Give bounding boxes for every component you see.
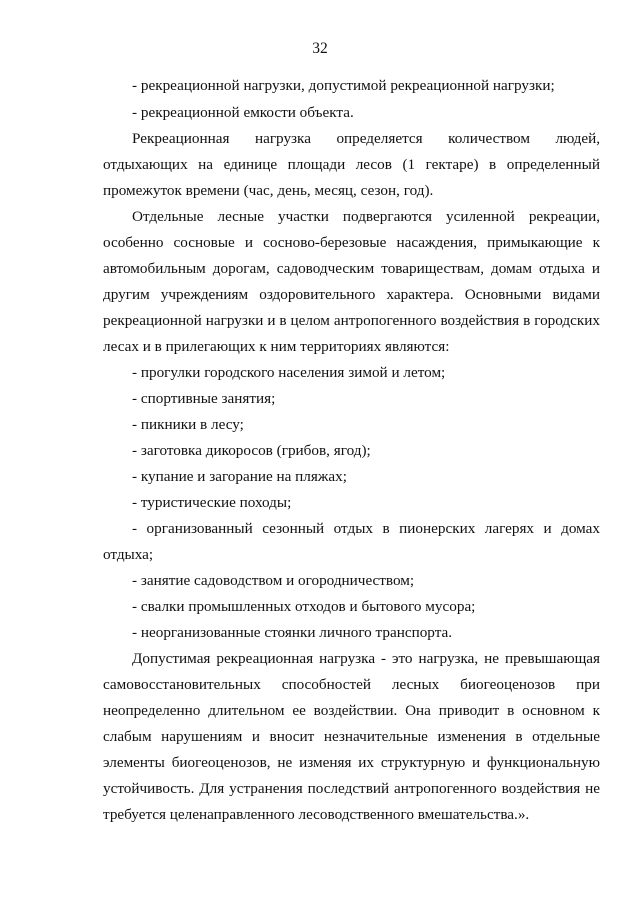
page-number: 32 — [312, 40, 328, 57]
list-item: - купание и загорание на пляжах; — [132, 468, 347, 485]
list-item: - прогулки городского населения зимой и летом; — [132, 364, 446, 381]
text-line: - рекреационной емкости объекта. — [132, 104, 354, 121]
text-line: лесах и в прилегающих к ним территориях являются: — [103, 338, 450, 355]
list-item: - свалки промышленных отходов и бытового мусора; — [132, 598, 476, 615]
text-line: Допустимая рекреационная нагрузка - это нагрузка, не превышающая — [132, 650, 600, 667]
list-item: - неорганизованные стоянки личного транспорта. — [132, 624, 453, 641]
text-line: рекреационной нагрузки и в целом антропогенного воздействия в городских — [103, 312, 600, 329]
text-line: Отдельные лесные участки подвергаются усиленной рекреации, — [132, 208, 600, 225]
text-line: - рекреационной нагрузки, допустимой рекреационной нагрузки; — [132, 77, 555, 94]
text-line: слабым нарушениям и вносит незначительные изменения в отдельные — [103, 728, 600, 745]
text-line: устойчивость. Для устранения последствий антропогенного воздействия не — [103, 780, 600, 797]
text-line: промежуток времени (час, день, месяц, сезон, год). — [103, 182, 434, 199]
text-line: особенно сосновые и сосново-березовые насаждения, примыкающие к — [103, 234, 600, 251]
list-item: - заготовка дикоросов (грибов, ягод); — [132, 442, 371, 459]
text-line: автомобильным дорогам, садоводческим товариществам, домам отдыха и — [103, 260, 600, 277]
list-item: - пикники в лесу; — [132, 416, 244, 433]
text-line: другим учреждениям оздоровительного характера. Основными видами — [103, 286, 600, 303]
text-line: элементы биогеоценозов, не изменяя их структурную и функциональную — [103, 754, 600, 771]
text-line: требуется целенаправленного лесоводственного вмешательства.». — [103, 806, 530, 823]
text-line: отдыха; — [103, 546, 154, 563]
text-line: самовосстановительных способностей лесных биогеоценозов при — [103, 676, 600, 693]
list-item: - занятие садоводством и огородничеством; — [132, 572, 415, 589]
text-line: Рекреационная нагрузка определяется количеством людей, — [132, 130, 600, 147]
text-line: отдыхающих на единице площади лесов (1 гектаре) в определенный — [103, 156, 600, 173]
text-line: неопределенно длительном ее воздействии. Она приводит в основном к — [103, 702, 600, 719]
list-item: - спортивные занятия; — [132, 390, 276, 407]
list-item: - организованный сезонный отдых в пионерских лагерях и домах — [132, 520, 600, 537]
list-item: - туристические походы; — [132, 494, 292, 511]
